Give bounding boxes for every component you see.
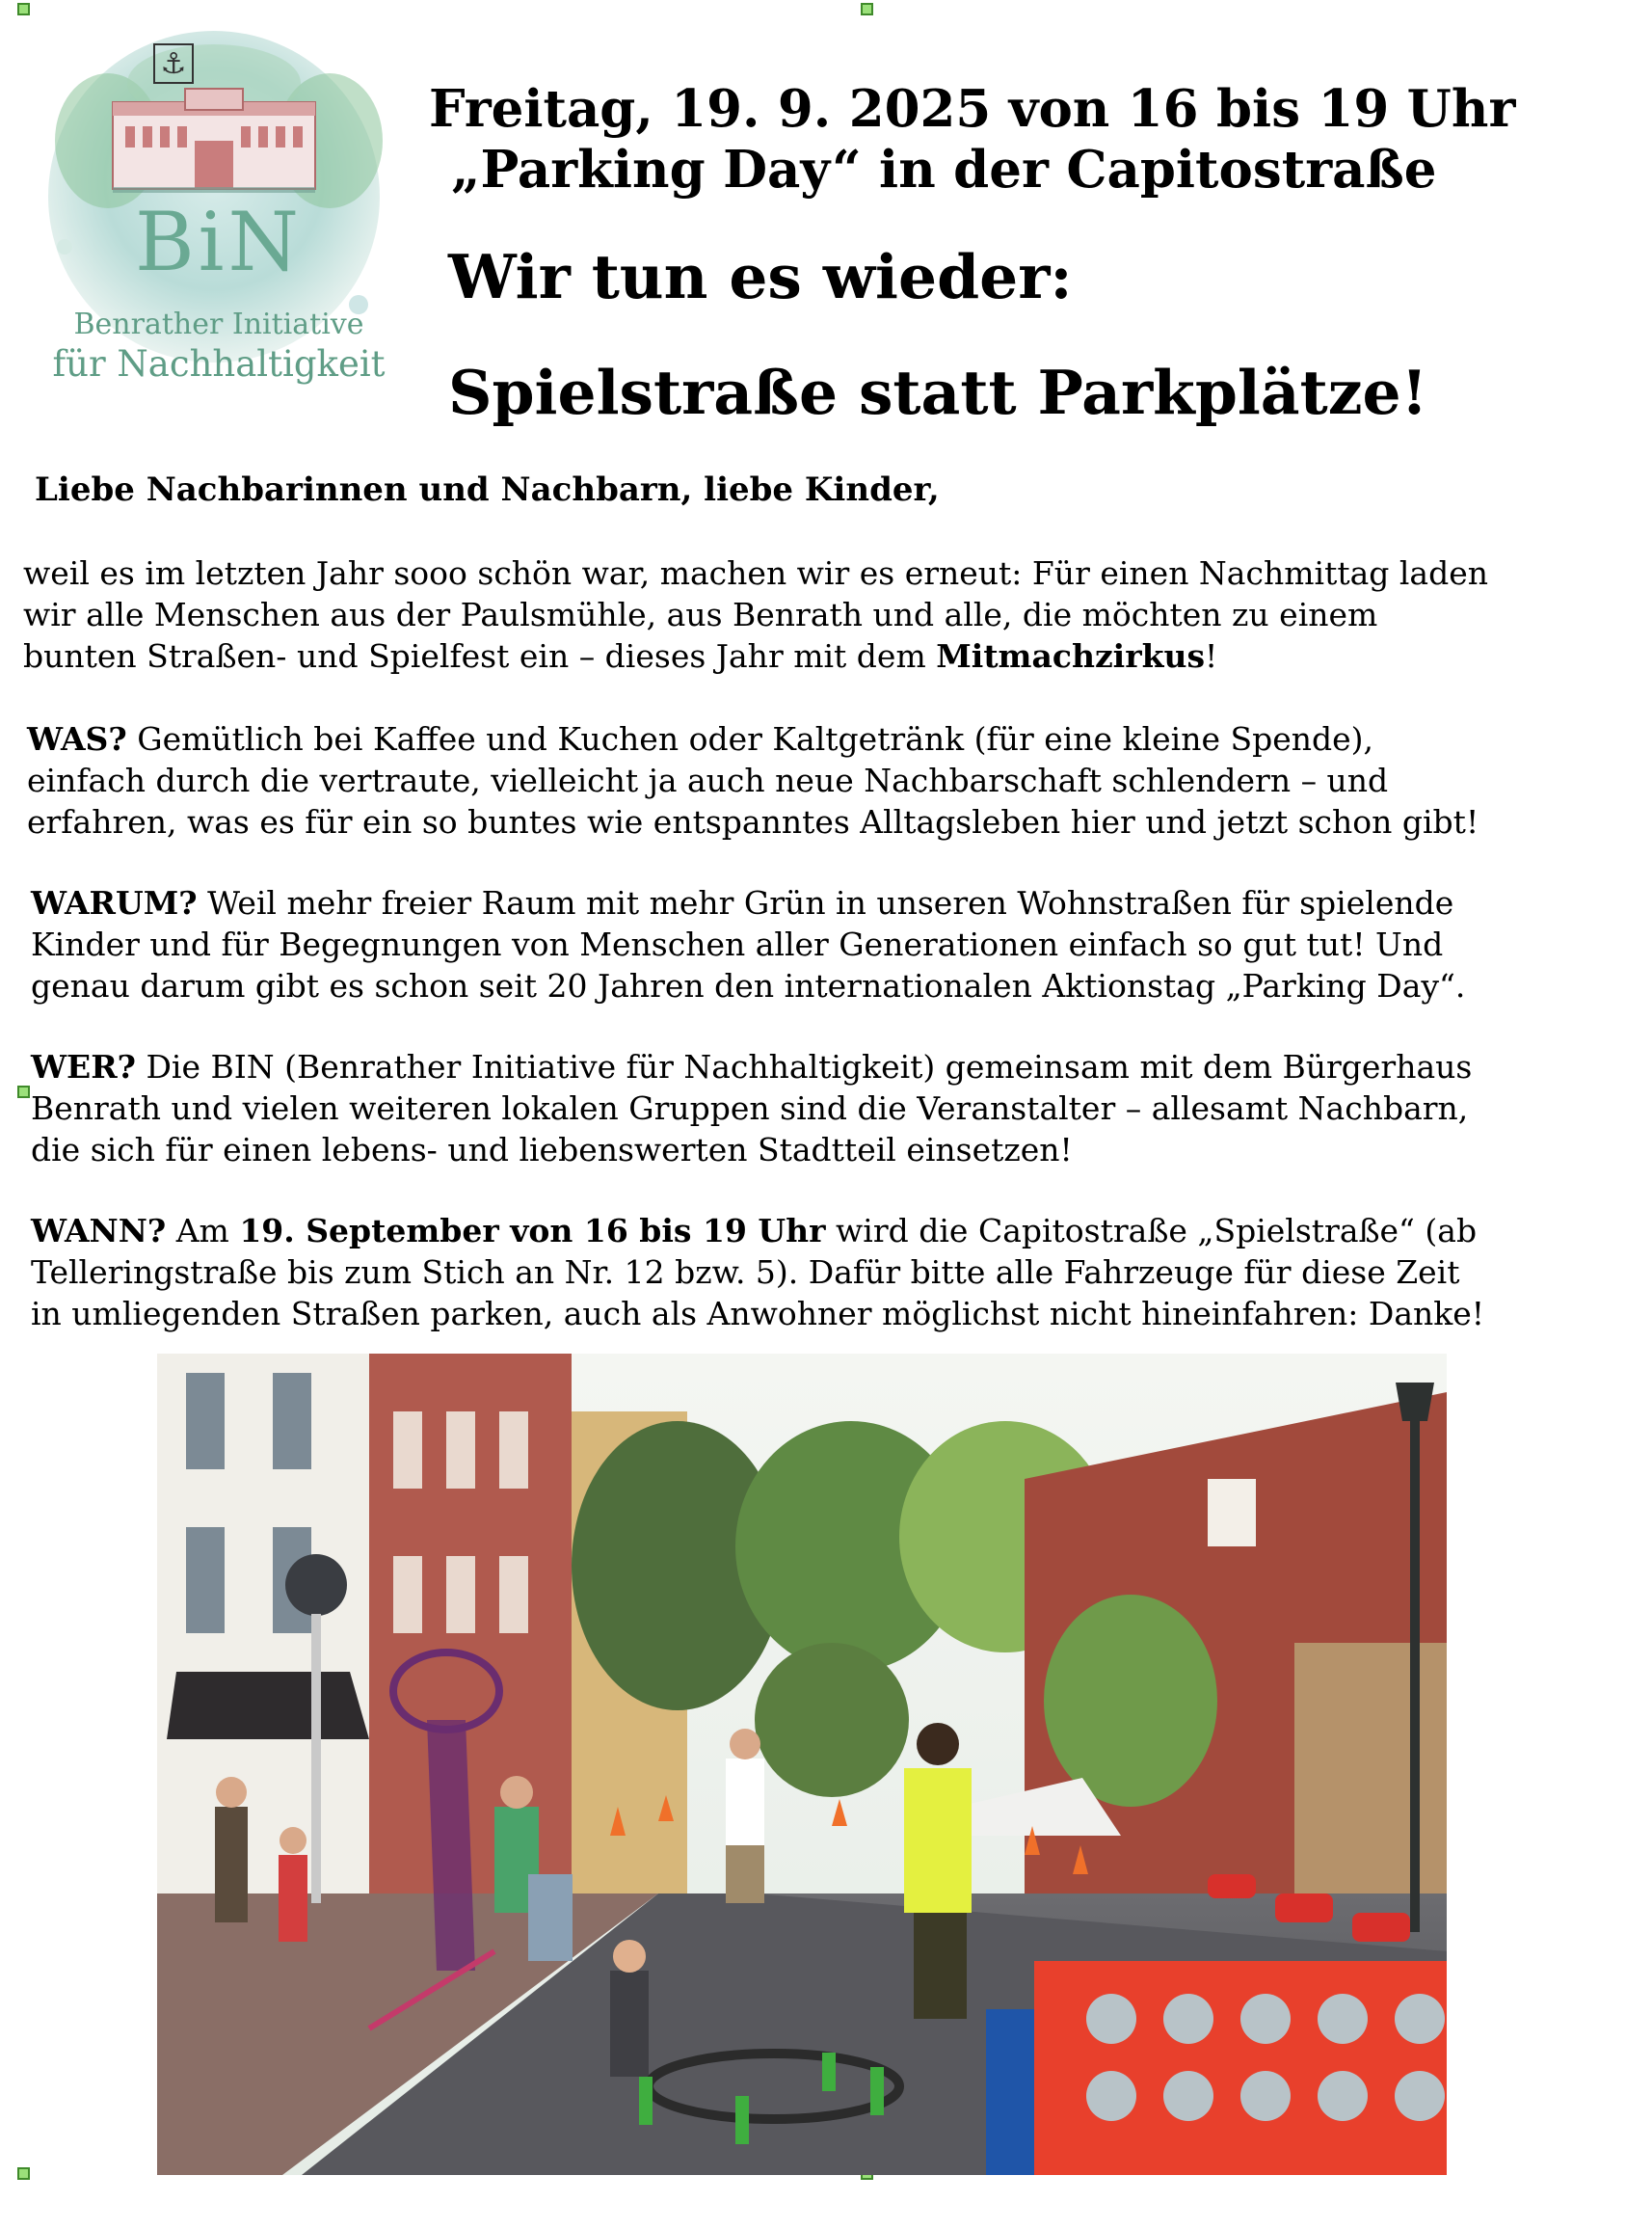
wann-label: WANN? [31,1212,167,1249]
intro-paragraph [23,552,1488,677]
text-line: WAS? Gemütlich bei Kaffee und Kuchen oder Kaltgetränk (für eine kleine Spende), [27,720,1374,758]
logo-line-2: für Nachhaltigkeit [52,343,386,385]
selection-handle[interactable] [17,3,30,15]
selection-handle[interactable] [861,3,873,15]
logo-line-1: Benrather Initiative [73,308,364,341]
wann-date-highlight: 19. September von 16 bis 19 Uhr [239,1212,826,1249]
warum-paragraph [31,882,1465,1007]
text-line: genau darum gibt es schon seit 20 Jahren den internationalen Aktionstag „Parking Day“. [31,967,1466,1005]
text-line: die sich für einen lebens- und liebenswerten Stadtteil einsetzen! [31,1131,1073,1168]
event-date: Freitag, 19. 9. 2025 von 16 bis 19 Uhr [429,79,1516,139]
wer-label: WER? [31,1048,136,1086]
logo-name: BiN [134,195,304,289]
headline-slogan: Spielstraße statt Parkplätze! [448,357,1428,428]
text-line: erfahren, was es für ein so buntes wie entspanntes Alltagsleben hier und jetzt schon gibt! [27,803,1479,841]
was-paragraph [27,718,1479,843]
headline-again: Wir tun es wieder: [448,241,1073,312]
text-line: Benrath und vielen weiteren lokalen Gruppen sind die Veranstalter – allesamt Nachbarn, [31,1089,1469,1127]
text-line: Kinder und für Begegnungen von Menschen aller Generationen einfach so gut tut! Und [31,926,1444,963]
text-line: in umliegenden Straßen parken, auch als Anwohner möglichst nicht hineinfahren: Danke! [31,1295,1485,1332]
warum-label: WARUM? [31,884,198,922]
was-label: WAS? [27,720,127,758]
text-line: WER? Die BIN (Benrather Initiative für Nachhaltigkeit) gemeinsam mit dem Bürgerhaus [31,1048,1473,1086]
text-line: WANN? Am 19. September von 16 bis 19 Uhr wird die Capitostraße „Spielstraße“ (ab [31,1212,1478,1249]
text-line: Telleringstraße bis zum Stich an Nr. 12 bzw. 5). Dafür bitte alle Fahrzeuge für diese Zeit [31,1253,1460,1291]
highlight-mitmachzirkus: Mitmachzirkus [936,637,1206,675]
anchor-icon: ⚓ [160,47,187,81]
selection-handle[interactable] [17,2167,30,2180]
event-name: „Parking Day“ in der Capitostraße [451,140,1437,200]
greeting: Liebe Nachbarinnen und Nachbarn, liebe Kinder, [35,470,940,509]
text-line: einfach durch die vertraute, vielleicht ja auch neue Nachbarschaft schlendern – und [27,762,1389,799]
text-line: WARUM? Weil mehr freier Raum mit mehr Grün in unseren Wohnstraßen für spielende [31,884,1454,922]
selection-handle[interactable] [17,1086,30,1098]
wann-paragraph [31,1210,1484,1334]
text-line: weil es im letzten Jahr sooo schön war, machen wir es erneut: Für einen Nachmittag laden [23,554,1489,592]
text-line: wir alle Menschen aus der Paulsmühle, aus Benrath und alle, die möchten zu einem [23,596,1378,633]
text-line: bunten Straßen- und Spielfest ein – dieses Jahr mit dem Mitmachzirkus! [23,637,1218,675]
wer-paragraph [31,1046,1472,1170]
bin-logo [40,25,397,391]
street-festival-photo [157,1354,1447,2175]
